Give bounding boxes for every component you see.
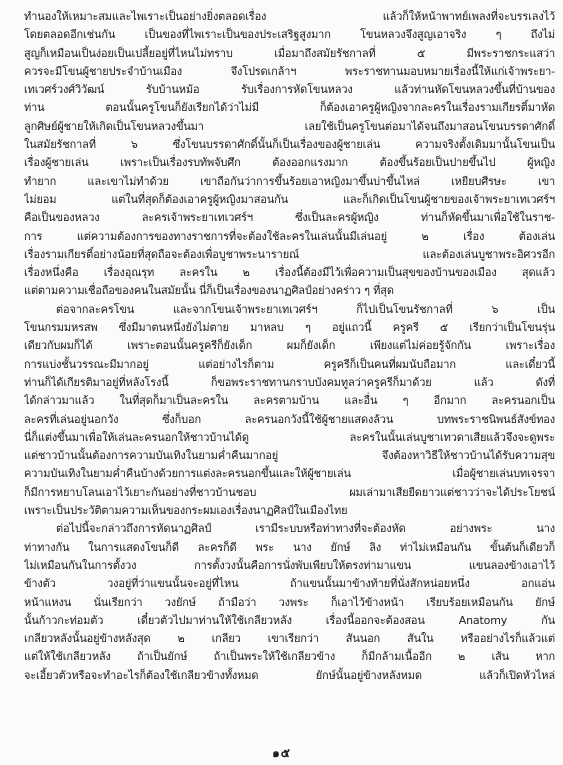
text-line: ไม่เหมือนกันในการตั้งวง การตั้งวงนั้นคือการนั่งพับเพียบให้ตรงท่ามาแขน แขนลองข้างเอาไว้ xyxy=(24,558,555,572)
text-line: เทเวศร์วงศ์วิวัฒน์ รับบ้านหม้อ รับเรื่องการหัดโขนหลวง แล้วท่านหัดโขนหลวงขึ้นที่บ้านของ xyxy=(24,83,555,97)
text-line: ท่าทางกัน ในการแสดงโขนก็ดี ละครก็ดี พระ นาง ยักษ์ ลิง ท่าไม่เหมือนกัน ขั้นต้นก็เดียวก็ xyxy=(24,540,555,554)
text-line: ก็มีการหยาบโลนเอาไว้เยาะกันอย่างที่ชาวบ้านชอบ ผมเล่ามาเสียยืดยาวแต่ชาวว่าจะได้ประโยชน์ xyxy=(24,485,555,499)
text-line: คือเป็นของหลวง ละครเจ้าพระยาเทเวศร์ฯ ซึ่งเป็นละครผู้หญิง ท่านก็หัดขึ้นมาเพื่อใช้ในราช- xyxy=(24,211,555,225)
text-line: โดยตลอดอีกเช่นกัน เป็นของที่ไพเราะเป็นของประเสริฐสูงมาก โขนหลวงจึงสูญเอาจริง ๆ ถึงไม่ xyxy=(24,28,555,42)
text-line: โขนกรมมหรสพ ซึ่งมีมาตนหนึ่งยังไม่ตาย มาหลบ ๆ อยู่แถวนี้ ครูครี ๕ เรียกว่าเป็นโขนรุ่น xyxy=(24,321,555,335)
text-line: จะเอี้ยวตัวหรือจะทำอะไรก็ต้องใช้เกลียวข้างทั้งหมด ยักษ์นั้นอยู่ข้างหลังหมด แล้วก็เปิดหัวไหล่ xyxy=(24,668,555,682)
text-line: เกลียวหลังนั้นอยู่ข้างหลังสุด ๒ เกลียว เขาเรียกว่า สันนอก สันใน หรืออย่างไรก็แล้วแต่ xyxy=(24,632,555,646)
text-line: นี่ก็แต่งขึ้นมาเพื่อให้เล่นละครนอกให้ชาวบ้านได้ดู ละครในนั้นเล่นบูชาเทวดาเสียแล้วจึงจะดูพระ xyxy=(24,430,555,444)
text-line: ท่านก็ได้เกียรติมาอยู่ที่หลังโรงนี้ ก็ขอพระราชทานกราบบังคมทูลว่าครูครีก็มาด้วย แล้ว ดังที่ xyxy=(24,375,555,389)
text-line: เรื่องหนึ่งคือ เรื่องอุณรุท ละครใน ๒ เรื่องนี้ต้องมีไว้เพื่อความเป็นสุขของบ้านของเมือง สุดแล้ว xyxy=(24,266,555,280)
text-line: ท่าน ตอนนั้นครูโขนก็ยังเรียกได้ว่าไม่มี ก็ต้องเอาครูผู้หญิงจากละครในเรื่องรามเกียรติ์มาหัด xyxy=(24,101,555,115)
text-line: ไม่ยอม แต่ในที่สุดก็ต้องเอาครูผู้หญิงมาสอนกัน และก็เกิดเป็นโขนผู้ชายของเจ้าพระยาเทเวศร์ฯ xyxy=(24,192,555,206)
text-line-paragraph-end: เพราะเป็นประวัติตามความเห็นของกระผมเองเรื่องนาฏศิลป์ในเมืองไทย xyxy=(24,504,348,518)
text-line: ลูกศิษย์ผู้ชายให้เกิดเป็นโขนหลวงขึ้นมา เลยใช้เป็นครูโขนต่อมาได้จนถึงมาสอนโขนบรรดาศักดิ์ xyxy=(24,119,555,133)
text-line: การ แต่ความต้องการของทางราชการที่จะต้องใช้ละครในเล่นนั้นมีเล่นอยู่ ๒ เรื่อง ต้องเล่น xyxy=(24,229,555,243)
text-line: การแบ่งชั้นวรรณะมีมากอยู่ แต่อย่างไรก็ตาม ครูครีก็เป็นคนที่ผมนับถือมาก และเดี๋ยวนี้ xyxy=(24,357,555,371)
body-text xyxy=(24,8,555,685)
text-line: เรื่องผู้ชายเล่น เพราะเป็นเรื่องรบทัพจับศึก ต้องออกแรงมาก ต้องขึ้นร้อยเป็นปายขึ้นไป ผู้หญิง xyxy=(24,156,555,170)
text-line-paragraph-start: ต่อจากละครโขน และจากโขนเจ้าพระยาเทเวศร์ฯ ก็ไปเป็นโขนรัชกาลที่ ๖ เป็น xyxy=(56,302,555,316)
page-number: ๑๕ xyxy=(272,746,291,760)
text-line: ได้กล่าวมาแล้ว ในที่สุดก็มาเป็นละครใน ละครตามบ้าน และอื่น ๆ อีกมาก ละครนอกเป็น xyxy=(24,394,555,408)
text-line: ในสมัยรัชกาลที่ ๖ ซึ่งโขนบรรดาศักดิ์นั้นก็เป็นเรื่องของผู้ชายเล่น ความจริงตั้งเดิมมานั้นโขนเป็น xyxy=(24,138,555,152)
text-line: เดียวกับผมก็ได้ เพราะตอนนั้นครูครีก็ยังเด็ก ผมก็ยังเด็ก เพียงแต่ไม่ค่อยรู้จักกัน เพราะเรื่อง xyxy=(24,339,555,353)
text-line: แต่ให้ใช้เกลียวหลัง ถ้าเป็นยักษ์ ถ้าเป็นพระให้ใช้เกลียวข้าง ก็มีกล้ามเนื้ออีก ๒ เส้น หาก xyxy=(24,650,555,664)
text-line: ทำนองให้เหมาะสมและไพเราะเป็นอย่างยิ่งตลอดเรื่อง แล้วก็ให้หน้าพาทย์เพลงที่จะบรรเลงไว้ xyxy=(24,10,555,23)
text-line-paragraph-start: ต่อไปนี้จะกล่าวถึงการหัดนาฏศิลป์ เรามีระบบหรือท่าทางที่จะต้องหัด อย่างพระ นาง xyxy=(56,522,555,536)
text-line-paragraph-end: แต่ตามความเชื่อถือของคนในสมัยนั้น นี่ก็เป็นเรื่องของนาฏศิลป์อย่างคร่าว ๆ ที่สุด xyxy=(24,284,394,298)
text-line: ควรจะมีโขนผู้ชายประจำบ้านเมือง จึงโปรดเกล้าฯ พระราชทานมอบหมายเรื่องนี้ให้แก่เจ้าพระยา- xyxy=(24,64,555,78)
text-line: ข้างตัว วงอยู่ที่ว่าแขนนั้นจะอยู่ที่ไหน ถ้าแขนนั้นมาข้างท้ายที่นั่งสักหน่อยหนึ่ง อกแอ่น xyxy=(24,577,555,591)
text-line: สูญก็เหมือนเป็นง่อยเป็นเปลี้ยอยู่ที่ไหนไม่ทราบ เมื่อมาถึงสมัยรัชกาลที่ ๕ มีพระราชกระแสว่า xyxy=(24,46,555,60)
text-line: ละครที่เล่นอยู่นอกวัง ซึ่งก็บอก ละครนอกวังนี้ใช้ผู้ชายแสดงล้วน บทพระราชนิพนธ์สังข์ทอง xyxy=(24,412,555,426)
text-line: ความบันเทิงในยามค่ำคืนบ้างด้วยการแต่งละครนอกขึ้นและให้ผู้ชายเล่น เมื่อผู้ชายเล่นบทเจรจา xyxy=(24,467,555,481)
text-line: แต่ชาวบ้านนั้นต้องการความบันเทิงในยามค่ำคืนมากอยู่ จึงต้องหาวิธีให้ชาวบ้านได้รับความสุข xyxy=(24,449,555,463)
text-line: นั้นก้าวกะท่อมตัว เดี๋ยวตัวไปมาท่านให้ใช้เกลียวหลัง เรื่องนี้ออกจะต้องสอน Anatomy กัน xyxy=(24,613,555,627)
text-line: หน้าแหงน นั่นเรียกว่า วงยักษ์ ถ้ามือว่า วงพระ ก็เอาไว้ข้างหน้า เรียบร้อยเหมือนกัน ยักษ์ xyxy=(24,595,555,609)
text-line: ทำยาก และเขาไม่ทำด้วย เขาถือกันว่าการขึ้นร้อยเอาหญิงมาขึ้นบ่าขึ้นไหล่ เหยียบศีรษะ เขา xyxy=(24,174,555,188)
text-line: เรื่องรามเกียรติ์อย่างน้อยที่สุดถือจะต้องเพื่อบูชาพระนารายณ์ และต้องเล่นบูชาพระอิศวรอีก xyxy=(24,247,555,261)
